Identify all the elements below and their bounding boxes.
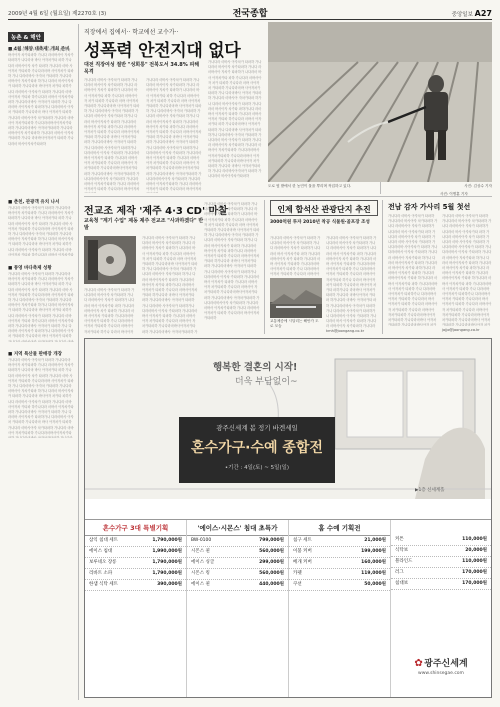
ad-row: 에이스 싱글 299,000원 (187, 558, 288, 569)
ad-row: 침대보 170,000원 (391, 579, 491, 590)
ad-row: 카펫 119,000원 (289, 569, 390, 580)
ad-tagline-2: 더욱 부담없이~ (235, 377, 298, 387)
article3-headline-box (270, 200, 378, 216)
lead-kicker: 직장에서 집에서·· 학교에선 교수가·· (84, 29, 179, 36)
article5-credit: 사진: 이병훈 기자 (440, 192, 468, 196)
ad-row: 시몬스 퀸 560,000원 (187, 547, 288, 558)
ad-row: 한샘 식탁 세트 390,000원 (85, 580, 186, 591)
article2-photo (84, 236, 136, 284)
ad-row: 리바트 소파 1,790,000원 (85, 569, 186, 580)
ad-row: 삼익 침대 세트 1,790,000원 (85, 536, 186, 547)
ad-column-home (391, 520, 491, 698)
ad-row: 에이스 퀸 440,000원 (187, 580, 288, 591)
advertisement (84, 338, 492, 698)
ad-row: 식탁보 20,000원 (391, 546, 491, 557)
publication-name: 중앙일보 A27 (451, 9, 492, 18)
ad-row: 에이스 침대 1,990,000원 (85, 547, 186, 558)
ad-row: 블라인드 110,000원 (391, 557, 491, 568)
ad-tagline-1: 행복한 결혼의 시작! (213, 362, 298, 373)
brief-title: 농촌 & 해안 (8, 32, 44, 42)
ad-row: 이불 커버 199,000원 (289, 547, 390, 558)
section-title: 전국종합 (232, 9, 268, 19)
ad-column-furniture (85, 520, 187, 698)
ad-row: 베개 커버 160,000원 (289, 558, 390, 569)
ad-price-list (85, 519, 491, 697)
article5-caption: 교통체증에 시달리는 해안가 도로 모습 (270, 319, 319, 328)
ad-column-bedding (289, 520, 391, 698)
brief-item: ■ 통영 바다축제 성황 (8, 266, 52, 271)
lead-photo-caption: 도로 옆 밭에서 한 농민이 물을 뿌리며 작업하고 있다. (268, 184, 352, 188)
page-number: A27 (474, 9, 492, 18)
ad-banner-dates: •기간 : 4일(토) ~ 5일(일) (224, 465, 290, 471)
article3-headline: 인제 합석산 관광단지 추진 (277, 205, 371, 214)
ad-logo: ✿ 광주신세계 www.shinsegae.com (391, 656, 491, 676)
lead-photo (268, 22, 492, 182)
flower-logo-icon: ✿ (414, 658, 423, 669)
lead-headline: 성폭력 안전지대 없다 (84, 41, 241, 61)
ad-row: 침구 세트 21,000원 (289, 536, 390, 547)
page-header (8, 6, 492, 20)
ad-row: 쿠션 50,000원 (289, 580, 390, 591)
ad-row: 러그 170,000원 (391, 568, 491, 579)
lead-photo-credit: 사진: 김상수 기자 (464, 184, 492, 188)
article3-subhead: 3000억원 투자 2010년 착공 식물원·골프장 조성 (270, 220, 370, 225)
ad-row: 보루네오 장롱 1,790,000원 (85, 558, 186, 569)
ad-column-title: '에이스·시몬스' 침대 초특가 (187, 520, 288, 536)
ad-banner-title: 혼수가구·수예 종합전 (191, 440, 323, 456)
ad-row: 커튼 110,000원 (391, 535, 491, 546)
lead-subhead: 대전 직장여성 절반 "성희롱" 전북도서 34.8% 피해 목격 (84, 62, 200, 75)
article3-email: kmh@joongang.co.kr (326, 329, 365, 333)
ad-visual (85, 339, 491, 499)
ad-row: BW-0100 799,000원 (187, 536, 288, 547)
article4-headline: 전남 감자 가사리 5월 첫선 (388, 203, 471, 211)
brief-item: ■ 춘천, 관광객 유치 나서 (8, 200, 60, 205)
ad-banner (179, 417, 335, 483)
ad-column-beds (187, 520, 289, 698)
issue-date: 2009년 4월 6일 (월요일) 제2270호 (3) (8, 11, 107, 17)
brief-item: ■ 4월 '해양 대축제' 개최 준비 (8, 47, 70, 52)
article2-headline: 전교조 제작 '제주 4·3 CD' 마찰 (84, 206, 228, 217)
ad-website: www.shinsegae.com (418, 671, 464, 676)
article4-email: jojjo@joongang.co.kr (442, 328, 480, 332)
article2-subhead: 교육청 "계기 수업" 제동 제주 전교조 "사과하겠다" 반발 (84, 218, 204, 231)
brief-item: ■ 지역 특산물 판매장 개장 (8, 352, 62, 357)
ad-column-title: 혼수가구 3대 특별기획 (85, 520, 186, 536)
ad-credit: ▶1층 신세계홀 (415, 488, 445, 493)
ad-banner-sub: 광주신세계 봄 정기 바겐세일 (216, 424, 298, 432)
article3-photo (270, 278, 322, 318)
ad-row: 시몬스 킹 560,000원 (187, 569, 288, 580)
ad-column-title: 홈 수예 기획전 (289, 520, 390, 536)
